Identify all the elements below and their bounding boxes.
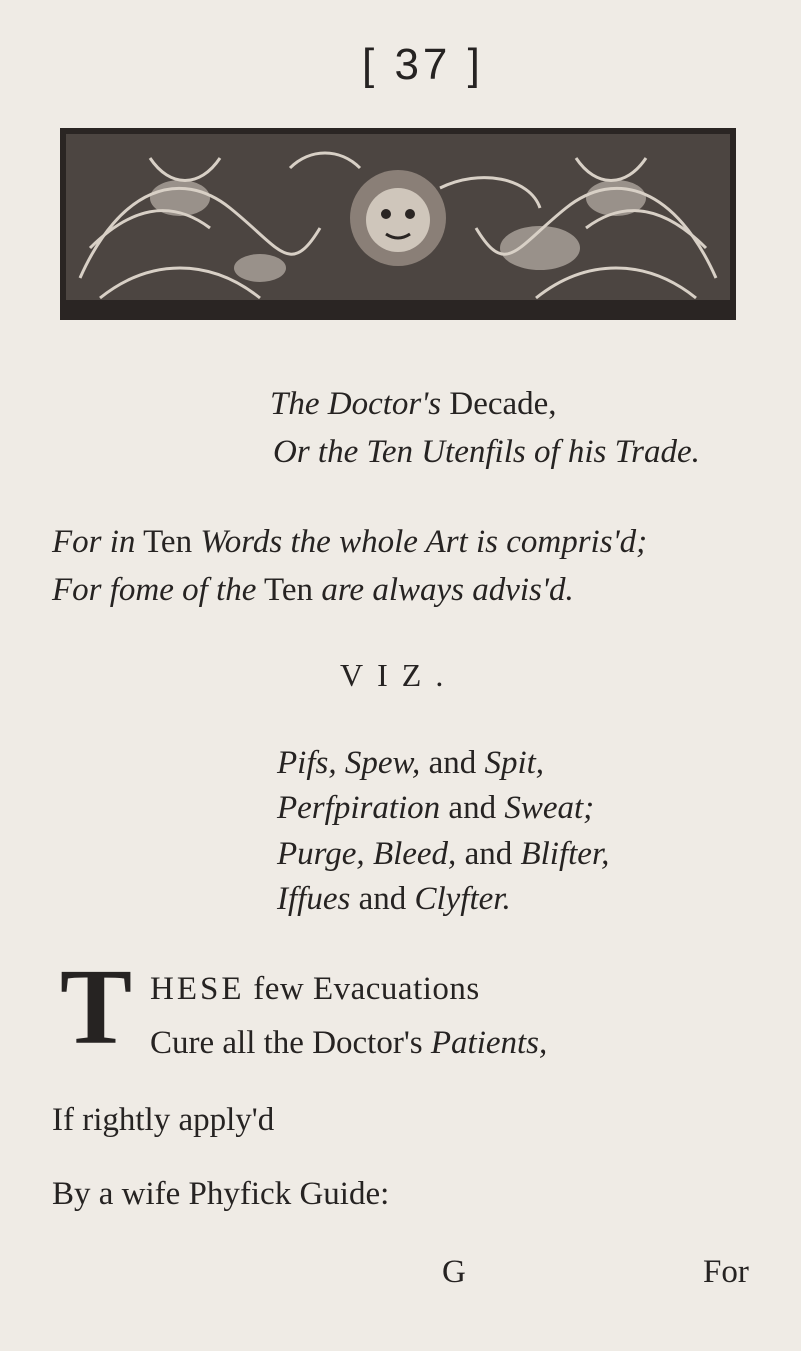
subtitle: Or the Ten Utenfils of his Trade. bbox=[273, 434, 700, 470]
catchword: For bbox=[703, 1254, 749, 1290]
body-line-4: By a wife Phyfick Guide: bbox=[52, 1176, 390, 1212]
title-roman: Decade, bbox=[449, 386, 557, 422]
body-line-2: Cure all the Doctor's Patients, bbox=[150, 1025, 548, 1061]
verse-line-3: Purge, Bleed, and Blifter, bbox=[277, 836, 610, 872]
preface-line-2: For fome of the Ten are always advis'd. bbox=[52, 572, 574, 608]
verse-line-1: Pifs, Spew, and Spit, bbox=[277, 745, 545, 781]
body-line-1: HESE few Evacuations bbox=[150, 971, 480, 1007]
body-line-3: If rightly apply'd bbox=[52, 1102, 275, 1138]
verse-line-2: Perfpiration and Sweat; bbox=[277, 790, 595, 826]
viz-heading: VIZ. bbox=[340, 657, 458, 693]
signature-mark: G bbox=[442, 1254, 466, 1290]
lion-mask bbox=[350, 170, 446, 266]
verse-line-4: Iffues and Clyfter. bbox=[277, 881, 511, 917]
page-number: [ 37 ] bbox=[362, 40, 484, 89]
drop-cap: T bbox=[60, 948, 133, 1067]
title-line-1 bbox=[270, 386, 557, 423]
preface-line-1: For in Ten Words the whole Art is compris'd; bbox=[52, 524, 648, 560]
title-italic: The Doctor's bbox=[270, 386, 442, 422]
title-line-2 bbox=[273, 434, 700, 471]
headpiece-ornament bbox=[60, 128, 736, 320]
